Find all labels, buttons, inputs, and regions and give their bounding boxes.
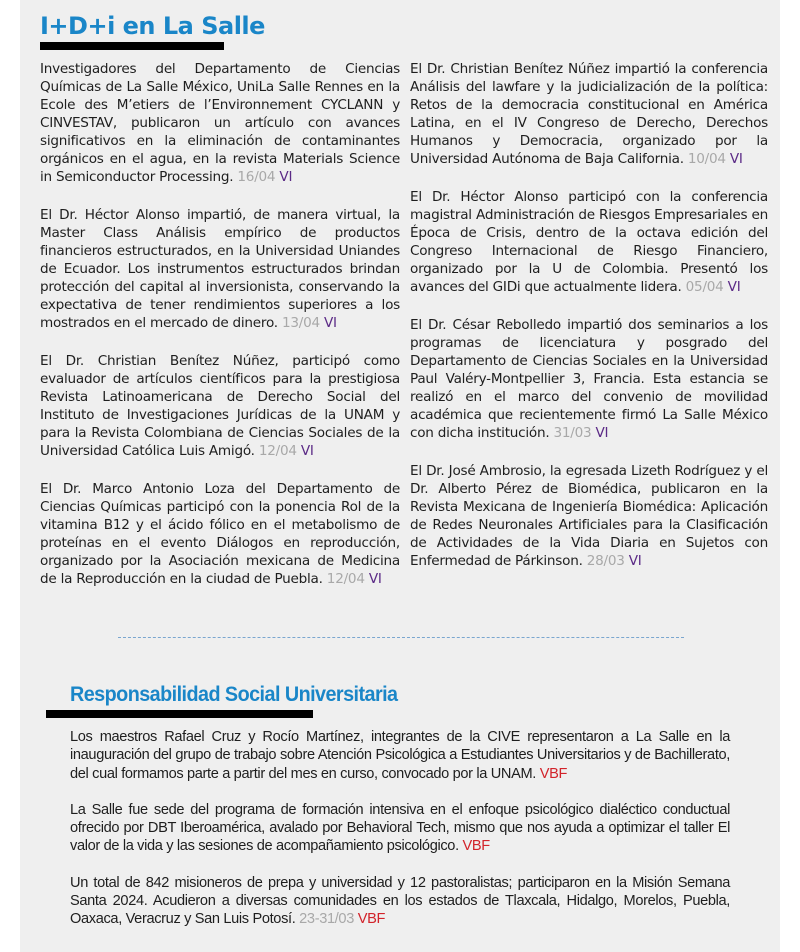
news-text: El Dr. Héctor Alonso impartió, de manera virtual, la Master Class Análisis empírico de productos financieros estructurados, en la Universidad Uniandes de Ecuador. Los instrumentos estructurados brindan protección del capital al inversionista, conservando la expectativa de tener rendimientos superiores a los mostrados en el mercado de dinero. — [40, 207, 400, 331]
news-text: Los maestros Rafael Cruz y Rocío Martínez, integrantes de la CIVE representaron a La Salle en la inauguración del grupo de trabajo sobre Atención Psicológica a Estudiantes Universitarios y de Bachillerato, del cual formamos parte a partir del mes en curso, convocado por la UNAM. — [70, 729, 730, 782]
news-date: 16/04 — [237, 169, 276, 185]
news-item — [410, 316, 768, 442]
section-title-idi: I+D+i en La Salle — [40, 12, 265, 40]
news-item — [70, 874, 730, 929]
news-item — [70, 801, 730, 856]
news-item — [70, 728, 730, 783]
news-item — [410, 462, 768, 570]
news-text: El Dr. José Ambrosio, la egresada Lizeth Rodríguez y el Dr. Alberto Pérez de Biomédica, publicaron en la Revista Mexicana de Ingeniería Biomédica: Aplicación de Redes Neuronales Artificiales para la Clasificación de Actividades de la Vida Diaria en Sujetos con Enfermedad de Párkinson. — [410, 463, 768, 569]
news-tag: VI — [628, 553, 642, 569]
news-date: 23-31/03 — [299, 911, 354, 928]
news-text: El Dr. Marco Antonio Loza del Departamento de Ciencias Químicas participó con la ponencia Rol de la vitamina B12 y el ácido fólico en el metabolismo de proteínas en el evento Diálogos en reproducción, organizado por la Asociación mexicana de Medicina de la Reproducción en la ciudad de Puebla. — [40, 481, 400, 587]
idi-left-column — [40, 60, 400, 608]
news-date: 13/04 — [281, 315, 320, 331]
news-text: Un total de 842 misioneros de prepa y universidad y 12 pastoralistas; participaron en la Misión Semana Santa 2024. Acudieron a diversas comunidades en los estados de Tlaxcala, Hidalgo, Morelos, Puebla, Oaxaca, Veracruz y San Luis Potosí. — [70, 874, 730, 928]
news-item — [40, 480, 400, 588]
news-tag: VI — [729, 151, 743, 167]
news-text: El Dr. Héctor Alonso participó con la conferencia magistral Administración de Riesgos Empresariales en Época de Crisis, dentro de la octava edición del Congreso Internacional de Riesgo Financiero, organizado por la U de Colombia. Presentó los avances del GIDi que actualmente lidera. — [410, 189, 768, 295]
news-text: El Dr. César Rebolledo impartió dos seminarios a los programas de licenciatura y posgrado del Departamento de Ciencias Sociales en la Universidad Paul Valéry-Montpellier 3, Francia. Esta estancia se realizó en el marco del convenio de movilidad académica que recientemente firmó La Salle México con dicha institución. — [410, 317, 768, 441]
news-item — [40, 352, 400, 460]
news-text: El Dr. Christian Benítez Núñez impartió la conferencia Análisis del lawfare y la judicialización de la política: Retos de la democracia constitucional en América Latina, en el IV Congreso de Derecho, Derechos Humanos y Democracia, organizado por la Universidad Autónoma de Baja California. — [410, 61, 768, 167]
news-tag: VBF — [357, 911, 386, 928]
news-date: 10/04 — [687, 151, 726, 167]
news-item — [40, 206, 400, 332]
news-date: 31/03 — [553, 425, 592, 441]
idi-right-column — [410, 60, 768, 590]
section-title-rsu: Responsabilidad Social Universitaria — [70, 682, 398, 706]
section-divider — [118, 637, 684, 638]
news-tag: VI — [300, 443, 314, 459]
news-text: La Salle fue sede del programa de formación intensiva en el enfoque psicológico dialéctico conductual ofrecido por DBT Iberoamérica, avalado por Behavioral Tech, mismo que nos ayuda a optimizar el taller El valor de la vida y las sesiones de acompañamiento psicológico. — [70, 801, 730, 855]
title-underline — [46, 710, 313, 718]
news-tag: VBF — [539, 765, 568, 782]
news-tag: VI — [595, 425, 609, 441]
rsu-column — [70, 728, 730, 947]
title-underline — [40, 42, 224, 50]
news-date: 28/03 — [586, 553, 625, 569]
news-tag: VI — [279, 169, 293, 185]
news-date: 05/04 — [685, 279, 724, 295]
news-date: 12/04 — [258, 443, 297, 459]
news-tag: VI — [368, 571, 382, 587]
news-text: El Dr. Christian Benítez Núñez, participó como evaluador de artículos científicos para la prestigiosa Revista Latinoamericana de Derecho Social del Instituto de Investigaciones Jurídicas de la UNAM y para la Revista Colombiana de Ciencias Sociales de la Universidad Católica Luis Amigó. — [40, 353, 400, 459]
news-text: Investigadores del Departamento de Ciencias Químicas de La Salle México, UniLa Salle Rennes en la Ecole des M’etiers de l’Environnement CYCLANN y CINVESTAV, publicaron un artículo con avances significativos en la eliminación de contaminantes orgánicos en el agua, en la revista Materials Science in Semiconductor Processing. — [40, 61, 400, 185]
news-item — [40, 60, 400, 186]
news-item — [410, 188, 768, 296]
news-tag: VBF — [462, 838, 490, 855]
news-date: 12/04 — [326, 571, 365, 587]
news-tag: VI — [727, 279, 741, 295]
news-tag: VI — [323, 315, 337, 331]
news-item — [410, 60, 768, 168]
